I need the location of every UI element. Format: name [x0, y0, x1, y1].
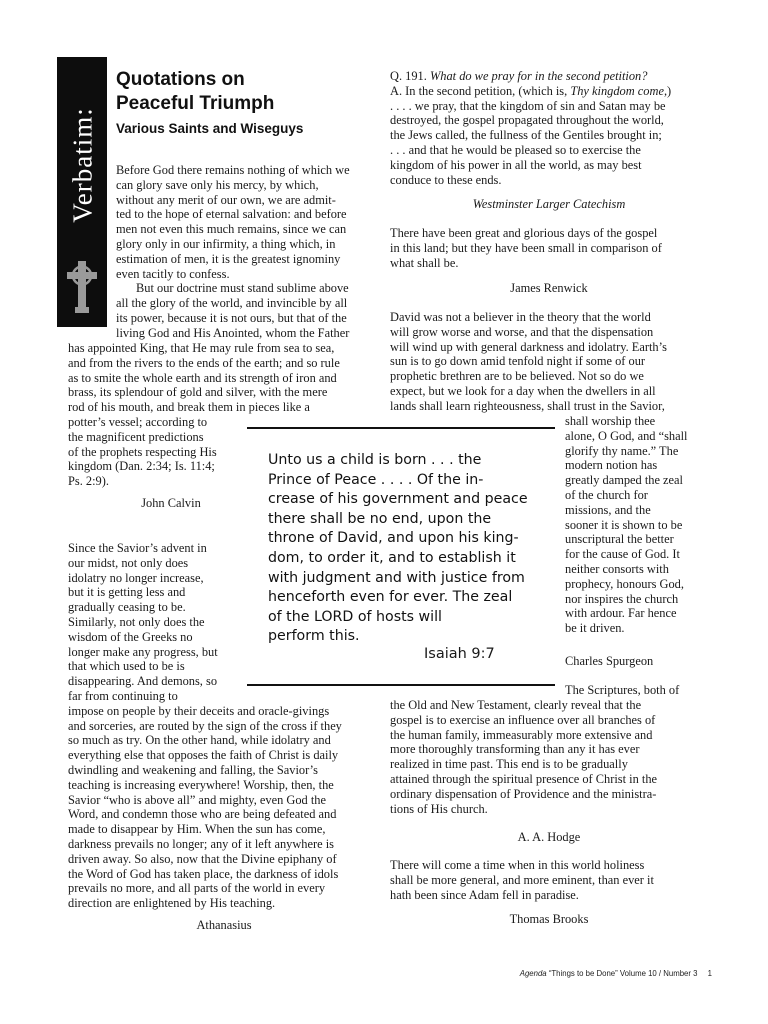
text-line: Ps. 2:9). — [68, 474, 109, 489]
text-line: darkness prevails no longer; any of it left anywhere is — [68, 836, 334, 851]
text-line: has appointed King, that He may rule from sea to sea, — [68, 341, 335, 355]
pull-quote-bottom-rule — [247, 684, 555, 686]
text-line: far from continuing to — [68, 688, 178, 703]
text-line: the human family, immeasurably more extensive and — [390, 727, 653, 742]
text-line: expect, but we look for a day when the dwellers in all — [390, 383, 656, 398]
text-line: There have been great and glorious days of the gospel — [390, 226, 658, 240]
text-line: glory only in our infirmity, a thing which, in — [116, 236, 336, 251]
text-line: of the prophets respecting His — [68, 444, 217, 459]
pull-quote-line: Prince of Peace . . . . Of the in- — [268, 471, 484, 488]
renwick-quote — [390, 226, 708, 270]
catechism-answer-start — [390, 84, 708, 99]
text-line: living God and His Anointed, whom the Father — [116, 325, 350, 340]
issue-info: “Things to be Done” Volume 10 / Number 3 — [548, 969, 698, 978]
text-line: with ardour. Far hence — [565, 606, 677, 621]
article-subtitle: Various Saints and Wiseguys — [116, 121, 304, 136]
text-line: gospel is to exercise an influence over all branches of — [390, 712, 656, 727]
page-footer — [520, 969, 712, 978]
pull-quote-line: henceforth even for ever. The zeal — [268, 589, 513, 606]
answer-start: A. In the second petition, (which is, — [390, 83, 568, 98]
publication-name: Agenda — [519, 969, 547, 978]
page-number: 1 — [707, 969, 712, 978]
text-line: sooner it is shown to be — [565, 517, 683, 532]
calvin-paragraph-1 — [116, 163, 378, 341]
text-line: hath been since Adam fell in paradise. — [390, 887, 579, 902]
pull-quote-line: throne of David, and upon his king- — [268, 530, 519, 547]
hodge-quote — [390, 698, 708, 816]
text-line: impose on people by their deceits and oracle-givings — [68, 703, 330, 718]
text-line: teaching is increasing everywhere! Worship, then, the — [68, 777, 334, 792]
text-line: Word, and condemn those who are being defeated and — [68, 807, 337, 822]
text-line: shall worship thee — [565, 414, 656, 428]
text-line: lands shall learn righteousness, shall trust in the Savior, — [390, 398, 665, 413]
spurgeon-quote-wide — [390, 310, 708, 414]
calvin-attribution: John Calvin — [141, 496, 201, 510]
text-line: Since the Savior’s advent in — [68, 541, 207, 555]
text-line: all the glory of the world, and invincible by all — [116, 296, 348, 311]
text-line: be it driven. — [565, 621, 625, 636]
text-line: glorify thy name.” The — [565, 443, 679, 458]
text-line: the Word of God has taken place, the darkness of idols — [68, 866, 339, 881]
text-line: dwindling and weakening and falling, the Savior’s — [68, 762, 318, 777]
text-line: gradually ceasing to be. — [68, 600, 186, 615]
pull-quote-line: Unto us a child is born . . . the — [268, 452, 482, 468]
text-line: the Old and New Testament, clearly reveal that the — [390, 698, 642, 712]
text-line: its power, because it is not ours, but that of the — [116, 310, 347, 325]
pull-quote-line: of the LORD of hosts will — [268, 608, 442, 625]
text-line: prophecy, honours God, — [565, 576, 684, 591]
text-line: prophetic brethren are to be believed. Not so do we — [390, 369, 644, 384]
pull-quote-line: there shall be no end, upon the — [268, 510, 492, 527]
verbatim-sidebar — [57, 57, 107, 327]
text-line: potter’s vessel; according to — [68, 414, 208, 429]
sidebar-label-wrap — [67, 77, 99, 252]
pull-quote-reference: Isaiah 9:7 — [424, 646, 495, 662]
text-line: conduce to these ends. — [390, 172, 502, 187]
pull-quote-line: perform this. — [268, 628, 360, 645]
answer-italic: Thy kingdom come, — [570, 83, 668, 98]
text-line: the Jews called, the fullness of the Gentiles brought in; — [390, 128, 662, 143]
text-line: . . . and that he would be pleased so to exercise the — [390, 142, 641, 157]
text-line: alone, O God, and “shall — [565, 428, 688, 443]
sidebar-label: Verbatim: — [67, 106, 98, 223]
celtic-cross-icon — [62, 257, 102, 317]
spurgeon-attribution: Charles Spurgeon — [565, 654, 654, 668]
pull-quote-line: dom, to order it, and to establish it — [268, 549, 516, 566]
text-line: Before God there remains nothing of which we — [116, 163, 350, 177]
text-line: will grow worse and worse, and that the dispensation — [390, 324, 654, 339]
article-title — [116, 68, 386, 116]
pull-quote-line: crease of his government and peace — [268, 491, 528, 508]
renwick-attribution: James Renwick — [510, 281, 588, 295]
text-line: disappearing. And demons, so — [68, 674, 218, 689]
pull-quote-line: with judgment and with justice from — [268, 569, 525, 586]
article-title-line-1: Quotations on — [116, 69, 245, 90]
text-line: men not even this much remains, since we can — [116, 222, 347, 237]
catechism-attribution: Westminster Larger Catechism — [472, 197, 626, 211]
text-line: so much as try. On the other hand, while idolatry and — [68, 733, 331, 748]
text-line: will wind up with general darkness and idolatry. Earth’s — [390, 339, 667, 354]
text-line: . . . . we pray, that the kingdom of sin and Satan may be — [390, 98, 666, 113]
text-line: shall be more general, and more eminent, than ever it — [390, 872, 654, 887]
text-line: unscriptural the better — [565, 532, 674, 547]
text-line: but it is getting less and — [68, 585, 186, 600]
text-line: But our doctrine must stand sublime above — [136, 281, 349, 296]
text-line: Similarly, not only does the — [68, 614, 205, 629]
text-line: ted to the hope of eternal salvation: and before — [116, 207, 347, 222]
catechism-question — [390, 69, 708, 84]
text-line: everything else that opposes the faith of Christ is daily — [68, 748, 339, 763]
text-line: the magnificent predictions — [68, 429, 204, 444]
text-line: neither consorts with — [565, 561, 669, 576]
text-line: in this land; but they have been small in comparison of — [390, 240, 662, 255]
text-line: more thoroughly transforming than any it has ever — [390, 742, 640, 757]
answer-close: ) — [667, 83, 672, 98]
question-number: Q. 191. — [390, 69, 427, 83]
text-line: missions, and the — [565, 502, 651, 517]
text-line: attained through the spiritual presence of Christ in the — [390, 771, 658, 786]
text-line: kingdom (Dan. 2:34; Is. 11:4; — [68, 459, 215, 474]
text-line: as to smite the whole earth and its strength of iron and — [68, 370, 337, 385]
text-line: what shall be. — [390, 255, 459, 270]
text-line: direction are enlightened by His teaching. — [68, 896, 276, 911]
text-line: prevails no more, and all parts of the world in every — [68, 881, 326, 896]
text-line: sun is to go down amid tenfold night if some of our — [390, 354, 646, 369]
text-line: and from the rivers to the ends of the earth; and so rule — [68, 355, 340, 370]
text-line: and sorceries, are routed by the sign of the cross if they — [68, 718, 342, 733]
text-line: There will come a time when in this world holiness — [390, 858, 645, 872]
text-line: of the church for — [565, 487, 648, 502]
pull-quote-top-rule — [247, 427, 555, 429]
text-line: without any merit of our own, we are admit- — [116, 192, 336, 207]
athanasius-attribution: Athanasius — [196, 918, 252, 932]
text-line: ordinary dispensation of Providence and the ministra- — [390, 786, 657, 801]
text-line: estimation of men, it is the greatest ignominy — [116, 251, 341, 266]
text-line: even tacitly to confess. — [116, 266, 230, 281]
pull-quote — [268, 451, 533, 647]
brooks-attribution: Thomas Brooks — [509, 912, 589, 926]
text-line: driven away. So also, now that the Divine epiphany of — [68, 851, 337, 866]
spurgeon-quote-narrow — [565, 414, 715, 636]
text-line: that which used to be is — [68, 659, 185, 674]
question-text: What do we pray for in the second petition? — [429, 69, 648, 83]
text-line: rod of his mouth, and break them in pieces like a — [68, 400, 310, 415]
text-line: brass, its splendour of gold and silver, with the mere — [68, 385, 328, 400]
text-line: David was not a believer in the theory that the world — [390, 310, 651, 324]
hodge-first-line: The Scriptures, both of — [565, 683, 680, 697]
brooks-quote — [390, 858, 708, 902]
text-line: destroyed, the gospel propagated throughout the world, — [390, 113, 664, 128]
text-line: kingdom of his power in all the world, as may best — [390, 157, 642, 172]
text-line: greatly damped the zeal — [565, 473, 683, 488]
text-line: idolatry no longer increase, — [68, 570, 204, 585]
text-line: wisdom of the Greeks no — [68, 629, 193, 644]
article-title-line-2: Peaceful Triumph — [116, 93, 275, 114]
text-line: Savior “who is above all” and mighty, even God the — [68, 792, 326, 807]
text-line: tions of His church. — [390, 801, 488, 816]
hodge-attribution: A. A. Hodge — [517, 830, 581, 844]
text-line: for the cause of God. It — [565, 547, 680, 562]
catechism-quote — [390, 69, 708, 187]
text-line: our midst, not only does — [68, 555, 189, 570]
text-line: longer make any progress, but — [68, 644, 218, 659]
text-line: nor inspires the church — [565, 591, 679, 606]
text-line: realized in time past. This end is to be gradually — [390, 757, 628, 772]
text-line: made to disappear by Him. When the sun has come, — [68, 822, 326, 837]
text-line: can glory save only his mercy, by which, — [116, 177, 319, 192]
text-line: modern notion has — [565, 458, 658, 473]
